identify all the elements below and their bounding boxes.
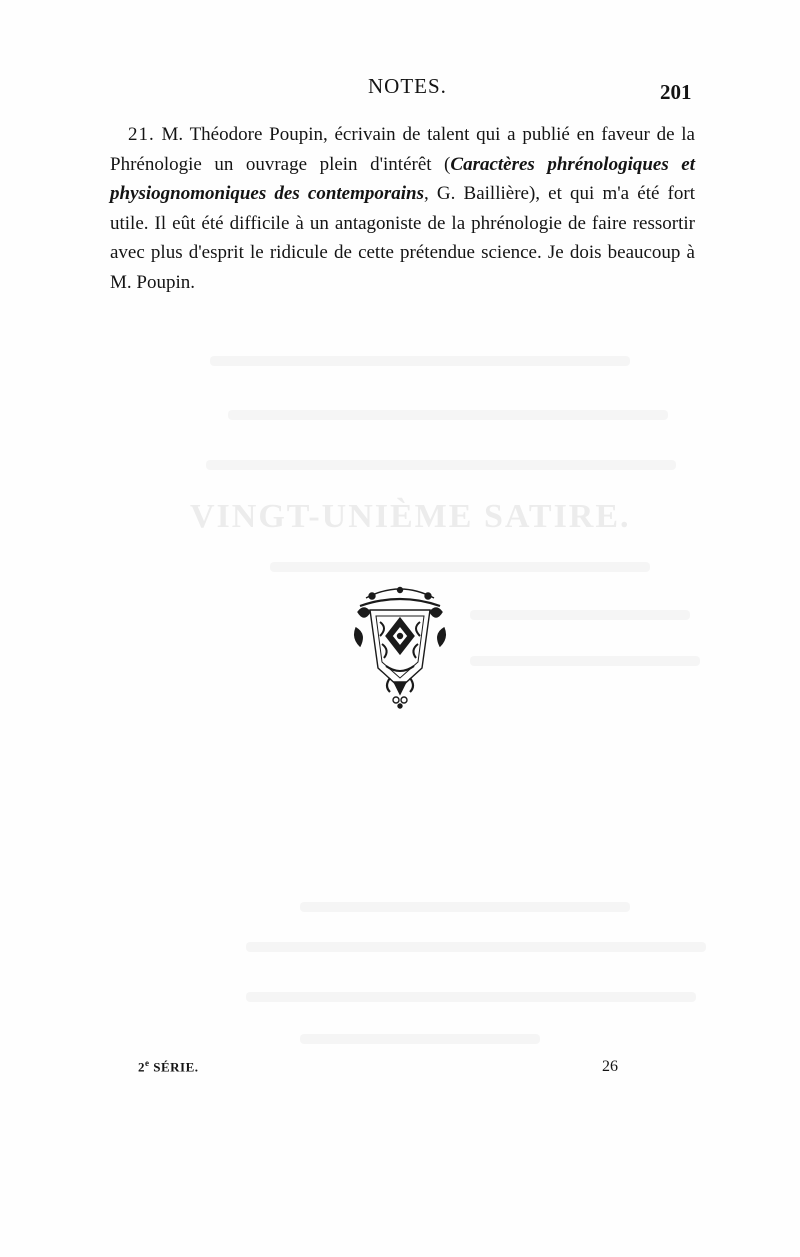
printer-signature xyxy=(138,1058,199,1075)
footnote-text-start: M. Théodore Poupin, écrivain de talent qui a publié en faveur de la Phrénologie un ouvrage plein d'intérêt ( xyxy=(110,124,695,175)
bleed-through-line xyxy=(300,902,630,912)
bleed-through-line xyxy=(228,410,668,420)
bleed-through-line xyxy=(470,610,690,620)
running-title: NOTES. xyxy=(368,74,447,98)
bleed-through-line xyxy=(206,460,676,470)
bleed-through-line xyxy=(246,992,696,1002)
footnote-paragraph xyxy=(110,120,695,298)
sheet-number: 26 xyxy=(602,1058,618,1075)
bleed-through-title: VINGT-UNIÈME SATIRE. xyxy=(190,498,631,535)
book-title: Caractères phrénologiques et physiognomoniques des contemporains xyxy=(110,153,695,205)
signature-number: 2 xyxy=(138,1059,145,1075)
footnote-number: 21. xyxy=(128,124,155,145)
footnote-text-end: , G. Baillière), et qui m'a été fort utile. Il eût été difficile à un antagoniste de la phrénologie de faire ressortir avec plus d'esprit le ridicule de cette prétendue science. Je dois beaucoup à M. Poupin. xyxy=(110,183,695,293)
signature-superscript: e xyxy=(145,1058,150,1068)
footnote-21 xyxy=(110,120,695,298)
bleed-through-line xyxy=(270,562,650,572)
page-number: 201 xyxy=(660,80,692,104)
bleed-through-line xyxy=(210,356,630,366)
bleed-through-line xyxy=(300,1034,540,1044)
bleed-through-line xyxy=(246,942,706,952)
bleed-through-line xyxy=(470,656,700,666)
signature-label: SÉRIE. xyxy=(153,1059,199,1075)
running-head xyxy=(0,74,800,104)
tailpiece-ornament-icon xyxy=(352,582,448,710)
